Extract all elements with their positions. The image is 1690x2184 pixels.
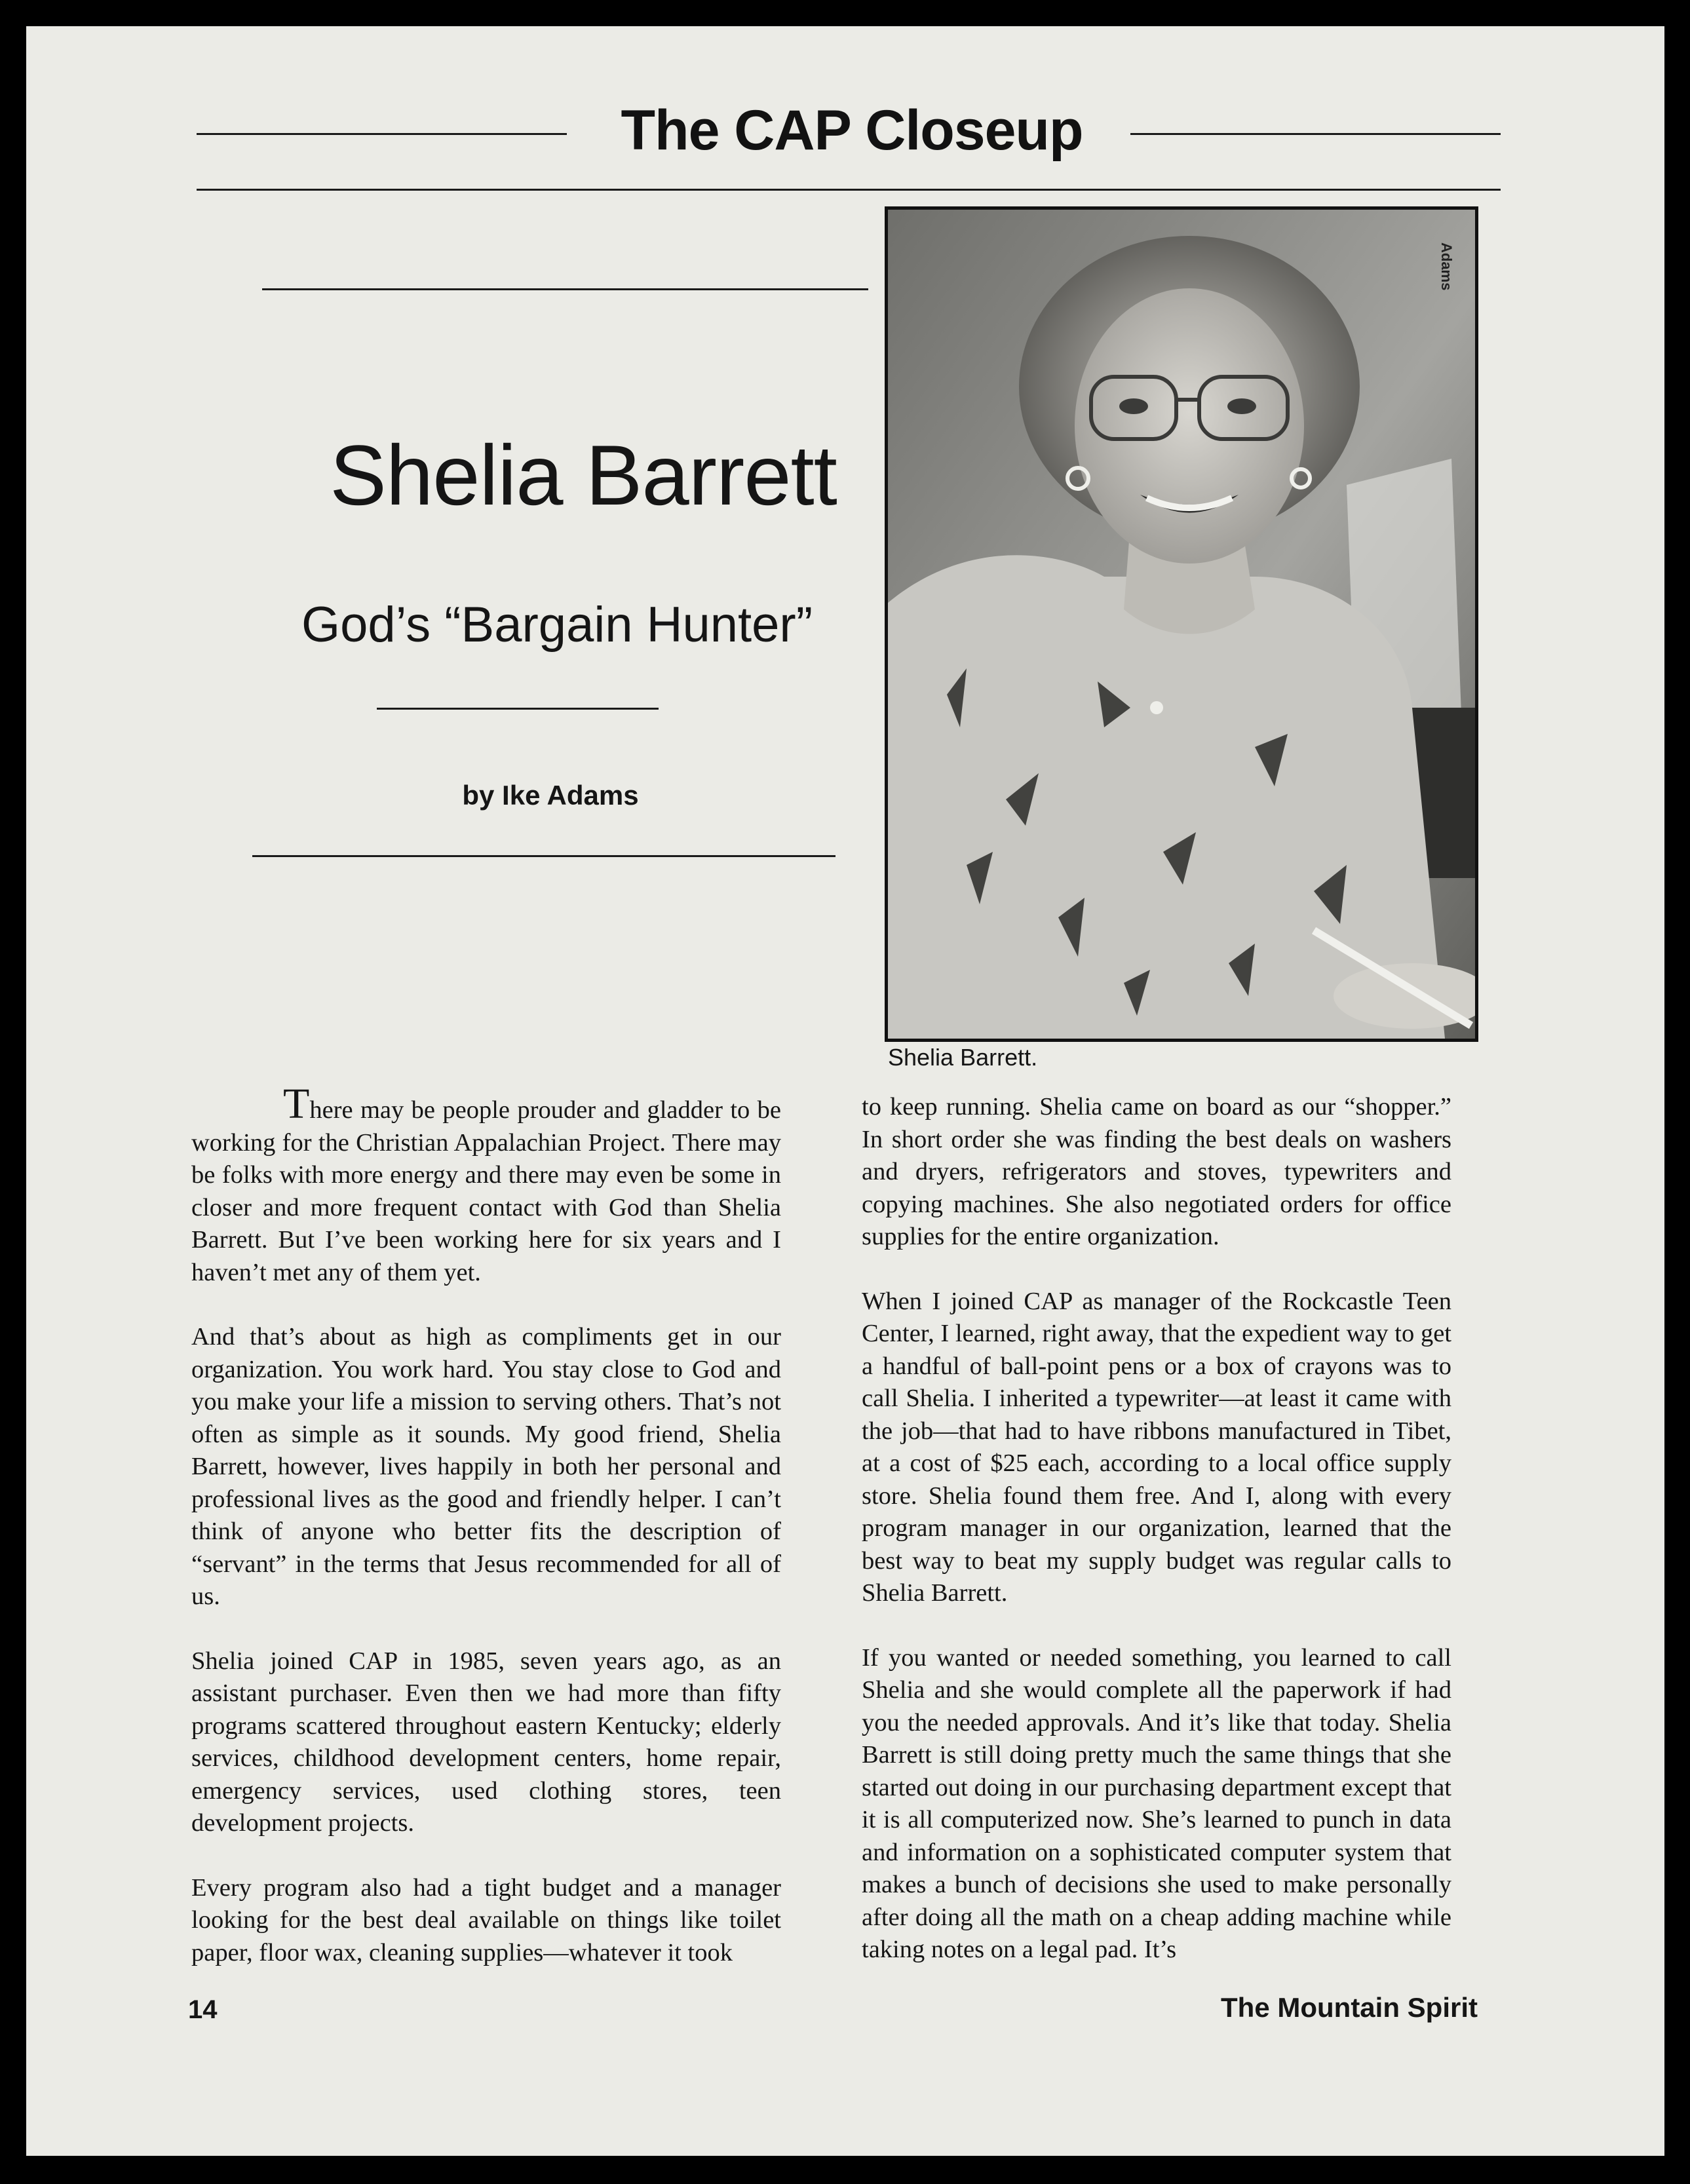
- paragraph-text: here may be people prouder and gladder to be working for the Christian Appalachian Project. There may be folks with more energy and there may even be some in closer and more frequent contact with God than Shelia Barrett. But I’ve been working here for six years and I haven’t met any of them yet.: [191, 1096, 781, 1286]
- page-number: 14: [188, 1995, 218, 2024]
- publication-name: The Mountain Spirit: [1221, 1992, 1478, 2023]
- paragraph: to keep running. Shelia came on board as our “shopper.” In short order she was finding the best deals on washers and dryers, refrigerators and stoves, typewriters and copying machines. She also negotiated orders for office supplies for the entire organization.: [862, 1093, 1451, 1250]
- banner-underline: [197, 189, 1501, 191]
- paragraph: If you wanted or needed something, you learned to call Shelia and she would complete all the paperwork if had you the needed approvals. And it’s like that today. Shelia Barrett is still doing pretty much the same things that she started out doing in our purchasing department except that it is all computerized now. She’s learned to punch in data and information on a sophisticated computer system that makes a bunch of decisions she used to make personally after doing all the math on a cheap adding machine while taking notes on a legal pad. It’s: [862, 1643, 1451, 1963]
- paragraph: [191, 1080, 781, 1289]
- article-headline: Shelia Barrett: [330, 427, 837, 523]
- headline-rule-top: [262, 288, 868, 290]
- article-byline: by Ike Adams: [462, 780, 639, 811]
- portrait-photo: [885, 206, 1478, 1042]
- article-subhead: God’s “Bargain Hunter”: [301, 597, 813, 653]
- photo-credit: Adams: [1438, 242, 1455, 291]
- article-column-left: [191, 1080, 781, 2001]
- paragraph: Every program also had a tight budget and a manager looking for the best deal available on things like toilet paper, floor wax, cleaning supplies—whatever it took: [191, 1873, 781, 1966]
- banner-rule-left: [197, 133, 567, 135]
- byline-rule-top: [377, 708, 659, 710]
- magazine-page: [26, 26, 1664, 2156]
- paragraph: And that’s about as high as compliments get in our organization. You work hard. You stay close to God and you make your life a mission to serving others. That’s not often as simple as it sounds. My good friend, Shelia Barrett, however, lives happily in both her personal and professional lives as the good and friendly helper. I can’t think of anyone who better fits the description of “servant” in the terms that Jesus recommended for all of us.: [191, 1323, 781, 1610]
- banner-rule-right: [1130, 133, 1501, 135]
- drop-cap: T: [283, 1080, 310, 1128]
- paragraph: When I joined CAP as manager of the Rockcastle Teen Center, I learned, right away, that the expedient way to get a handful of ball-point pens or a box of crayons was to call Shelia. I inherited a typewriter—at least it came with the job—that had to have ribbons manufactured in Tibet, at a cost of $25 each, according to a local office supply store. Shelia found them free. And I, along with every program manager in our organization, learned that the best way to beat my supply budget was regular calls to Shelia Barrett.: [862, 1287, 1451, 1607]
- photo-caption: Shelia Barrett.: [888, 1044, 1038, 1071]
- section-title: The CAP Closeup: [621, 99, 1083, 162]
- portrait-illustration: [888, 210, 1475, 1039]
- article-column-right: [862, 1091, 1451, 1999]
- headline-rule-bottom: [252, 855, 835, 857]
- paragraph: Shelia joined CAP in 1985, seven years ago, as an assistant purchaser. Even then we had more than fifty programs scattered throughout eastern Kentucky; elderly services, childhood development centers, home repair, emergency services, used clothing stores, teen development projects.: [191, 1647, 781, 1837]
